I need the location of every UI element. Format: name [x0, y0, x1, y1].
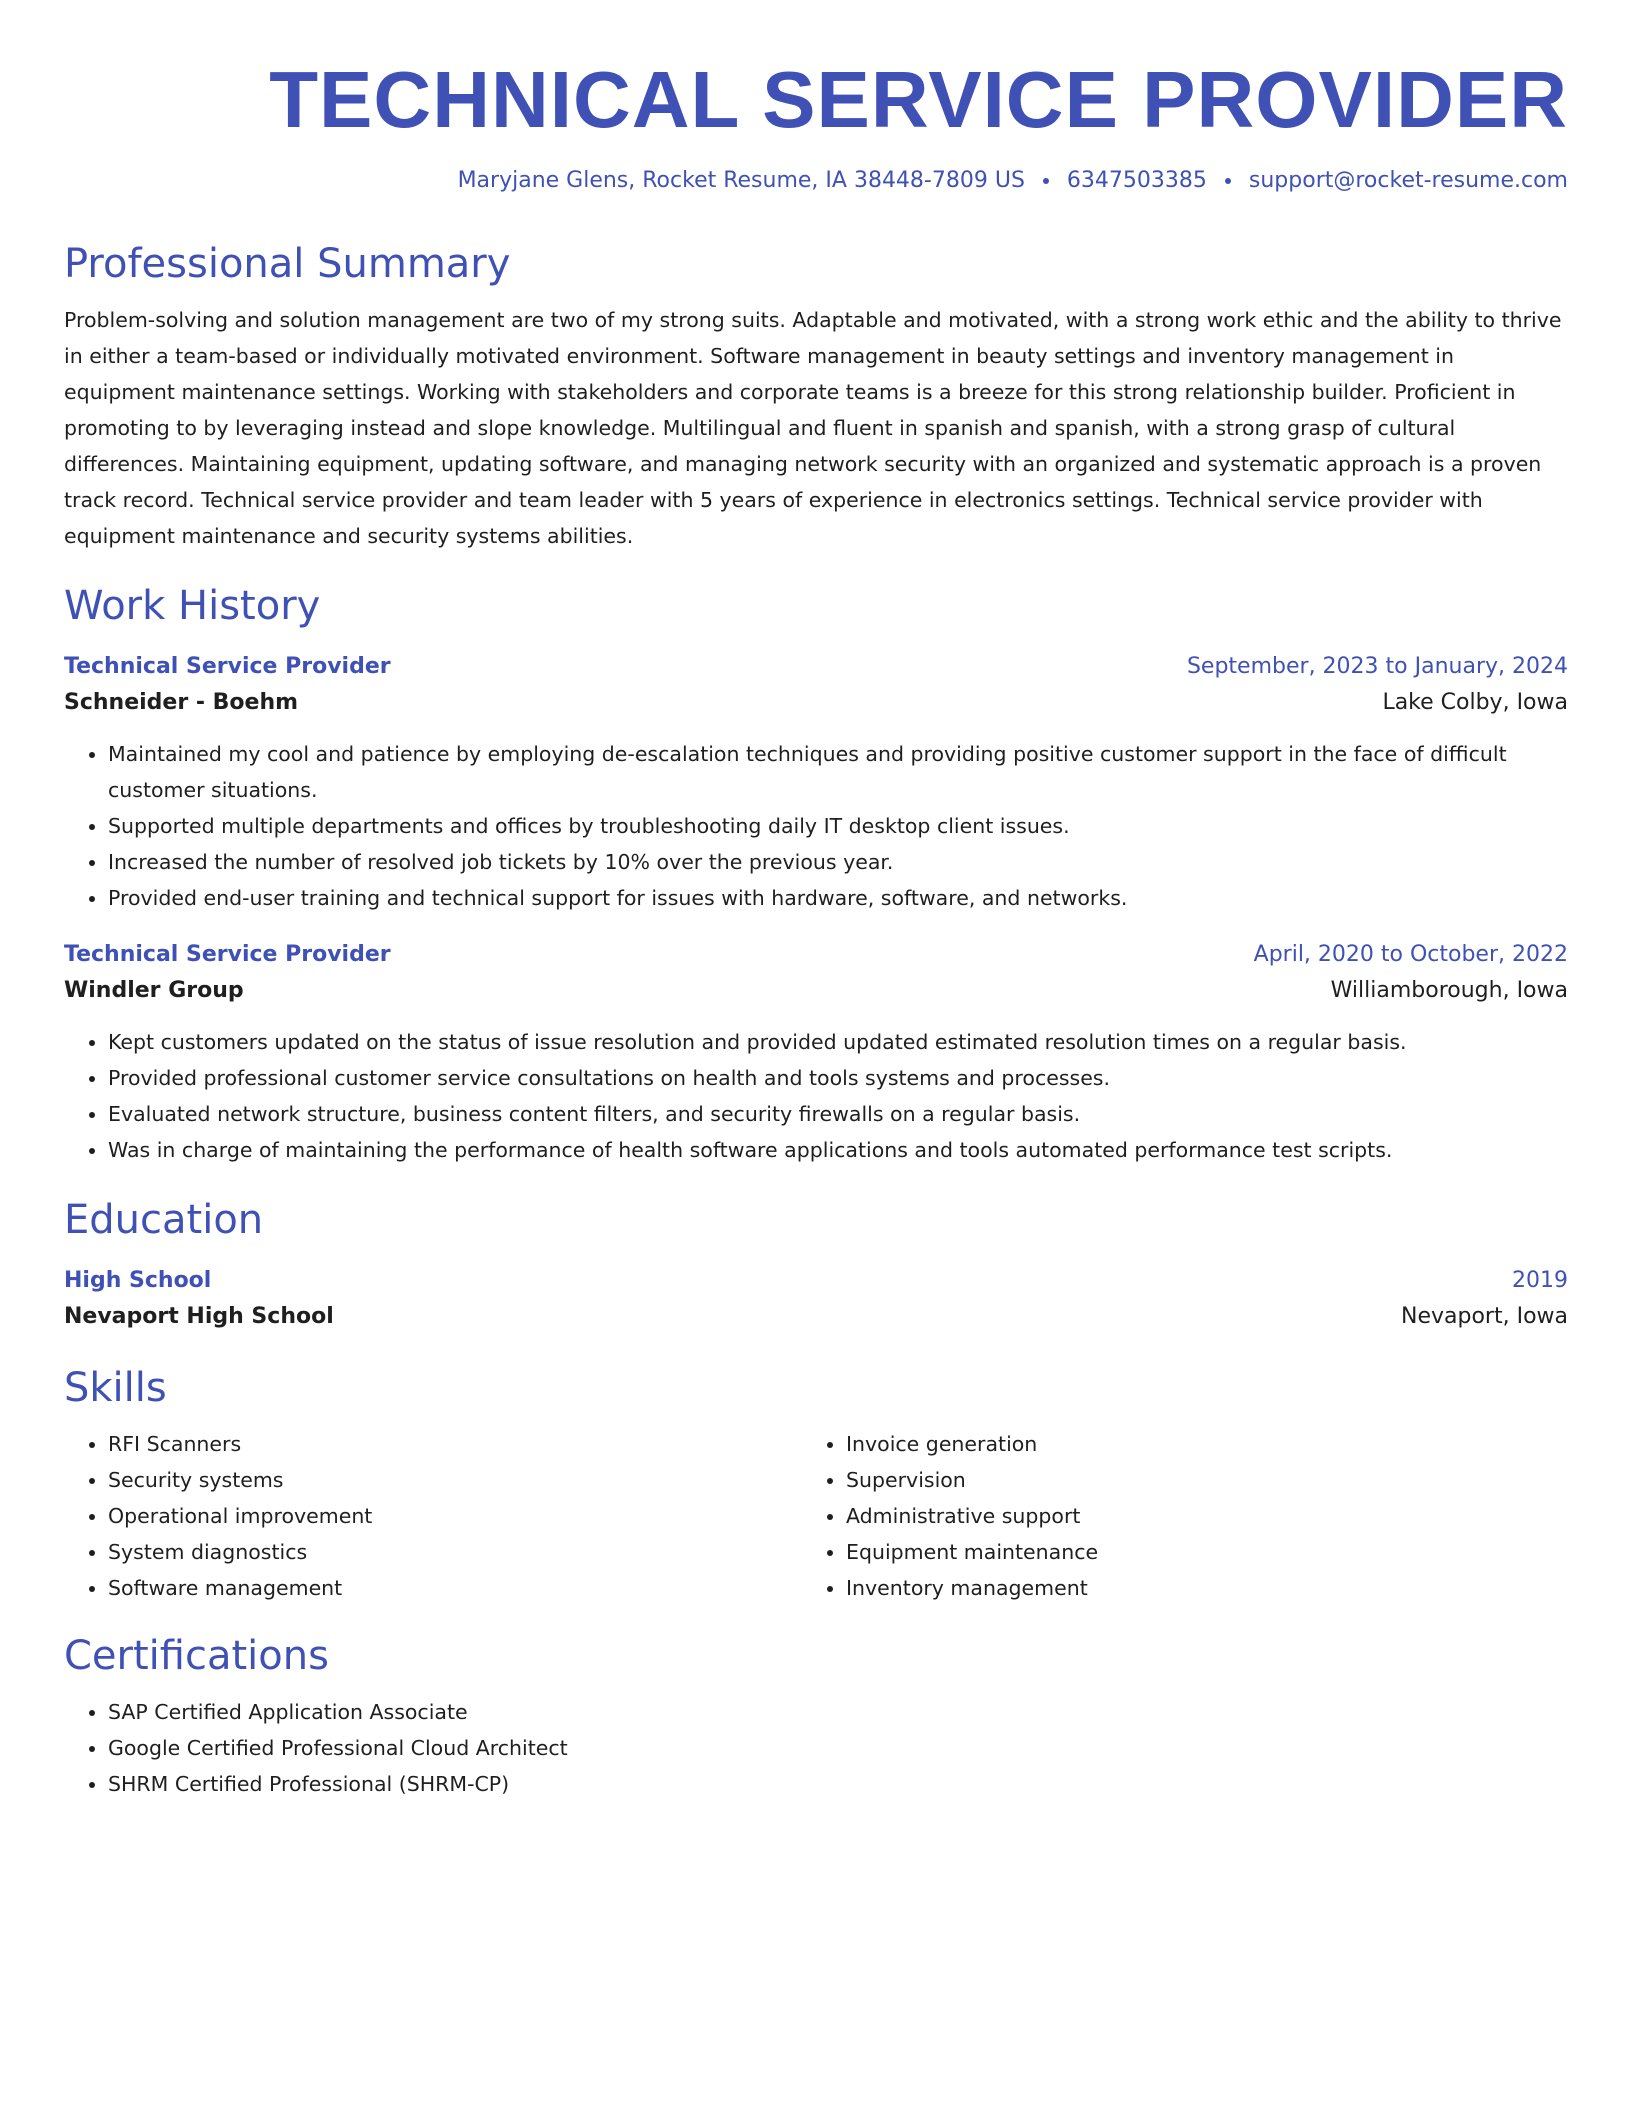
job-entry: [64, 650, 1568, 916]
job-bullet: • Provided professional customer service consultations on health and tools systems and processes.: [108, 1060, 1568, 1096]
resume-title: TECHNICAL SERVICE PROVIDER: [269, 55, 1568, 144]
job-entry: [64, 938, 1568, 1168]
job-company: Schneider - Boehm: [64, 690, 299, 715]
skills-list: [802, 1426, 1540, 1606]
job-title: Technical Service Provider: [64, 654, 391, 679]
skill-item: • Invoice generation: [846, 1426, 1540, 1462]
job-company: Windler Group: [64, 978, 244, 1003]
job-bullet: • Increased the number of resolved job tickets by 10% over the previous year.: [108, 844, 1568, 880]
skill-item: • Inventory management: [846, 1570, 1540, 1606]
job-bullet: • Evaluated network structure, business content filters, and security firewalls on a regular basis.: [108, 1096, 1568, 1132]
job-bullet: • Maintained my cool and patience by employing de-escalation techniques and providing positive customer support in the face of difficult customer situations.: [108, 736, 1568, 808]
job-bullet: • Was in charge of maintaining the performance of health software applications and tools automated performance test scripts.: [108, 1132, 1568, 1168]
skills-column-left: [64, 1426, 802, 1606]
skills-grid: [64, 1426, 1568, 1606]
job-company-row: [64, 684, 1568, 722]
certification-item: • SHRM Certified Professional (SHRM-CP): [108, 1766, 1568, 1802]
education-header-row: [64, 1264, 1568, 1298]
job-bullets: [64, 736, 1568, 916]
job-bullets: [64, 1024, 1568, 1168]
contact-phone: 6347503385: [1066, 168, 1207, 193]
certifications-list: [64, 1694, 1568, 1802]
job-header-row: [64, 650, 1568, 684]
job-title: Technical Service Provider: [64, 942, 391, 967]
skill-item: • Operational improvement: [108, 1498, 802, 1534]
education-year: 2019: [1512, 1268, 1568, 1293]
education-school-row: [64, 1298, 1568, 1336]
education-school: Nevaport High School: [64, 1304, 334, 1329]
summary-heading: Professional Summary: [64, 241, 511, 287]
certification-item: • SAP Certified Application Associate: [108, 1694, 1568, 1730]
skill-item: • System diagnostics: [108, 1534, 802, 1570]
contact-line: [64, 166, 1568, 196]
certifications-heading: Certifications: [64, 1633, 329, 1679]
work-history-heading: Work History: [64, 583, 321, 629]
skill-item: • Supervision: [846, 1462, 1540, 1498]
job-header-row: [64, 938, 1568, 972]
skill-item: • Software management: [108, 1570, 802, 1606]
job-bullet: • Provided end-user training and technical support for issues with hardware, software, and networks.: [108, 880, 1568, 916]
skill-item: • Administrative support: [846, 1498, 1540, 1534]
separator-dot: [1043, 178, 1049, 184]
education-entry: [64, 1264, 1568, 1336]
summary-text: Problem-solving and solution management are two of my strong suits. Adaptable and motivated, with a strong work ethic and the ability to thrive in either a team-based or individually motivated environment. Software management in beauty settings and inventory management in equipment maintenance settings. Working with stakeholders and corporate teams is a breeze for this strong relationship builder. Proficient in promoting to by leveraging instead and slope knowledge. Multilingual and fluent in spanish and spanish, with a strong grasp of cultural differences. Maintaining equipment, updating software, and managing network security with an organized and systematic approach is a proven track record. Technical service provider and team leader with 5 years of experience in electronics settings. Technical service provider with equipment maintenance and security systems abilities.: [64, 308, 1562, 548]
skills-list: [64, 1426, 802, 1606]
contact-email: support@rocket-resume.com: [1248, 168, 1568, 193]
education-heading: Education: [64, 1197, 264, 1243]
job-bullet: • Supported multiple departments and offices by troubleshooting daily IT desktop client issues.: [108, 808, 1568, 844]
education-degree: High School: [64, 1268, 212, 1293]
skills-column-right: [802, 1426, 1540, 1606]
skill-item: • Equipment maintenance: [846, 1534, 1540, 1570]
certification-item: • Google Certified Professional Cloud Architect: [108, 1730, 1568, 1766]
education-location: Nevaport, Iowa: [1401, 1304, 1568, 1329]
job-company-row: [64, 972, 1568, 1010]
skill-item: • Security systems: [108, 1462, 802, 1498]
skills-heading: Skills: [64, 1365, 167, 1411]
job-dates: September, 2023 to January, 2024: [1186, 654, 1568, 679]
job-bullet: • Kept customers updated on the status of issue resolution and provided updated estimated resolution times on a regular basis.: [108, 1024, 1568, 1060]
job-location: Williamborough, Iowa: [1330, 978, 1568, 1003]
skill-item: • RFI Scanners: [108, 1426, 802, 1462]
contact-address: Maryjane Glens, Rocket Resume, IA 38448-7809 US: [457, 168, 1025, 193]
separator-dot: [1225, 178, 1231, 184]
job-location: Lake Colby, Iowa: [1382, 690, 1568, 715]
job-dates: April, 2020 to October, 2022: [1253, 942, 1568, 967]
